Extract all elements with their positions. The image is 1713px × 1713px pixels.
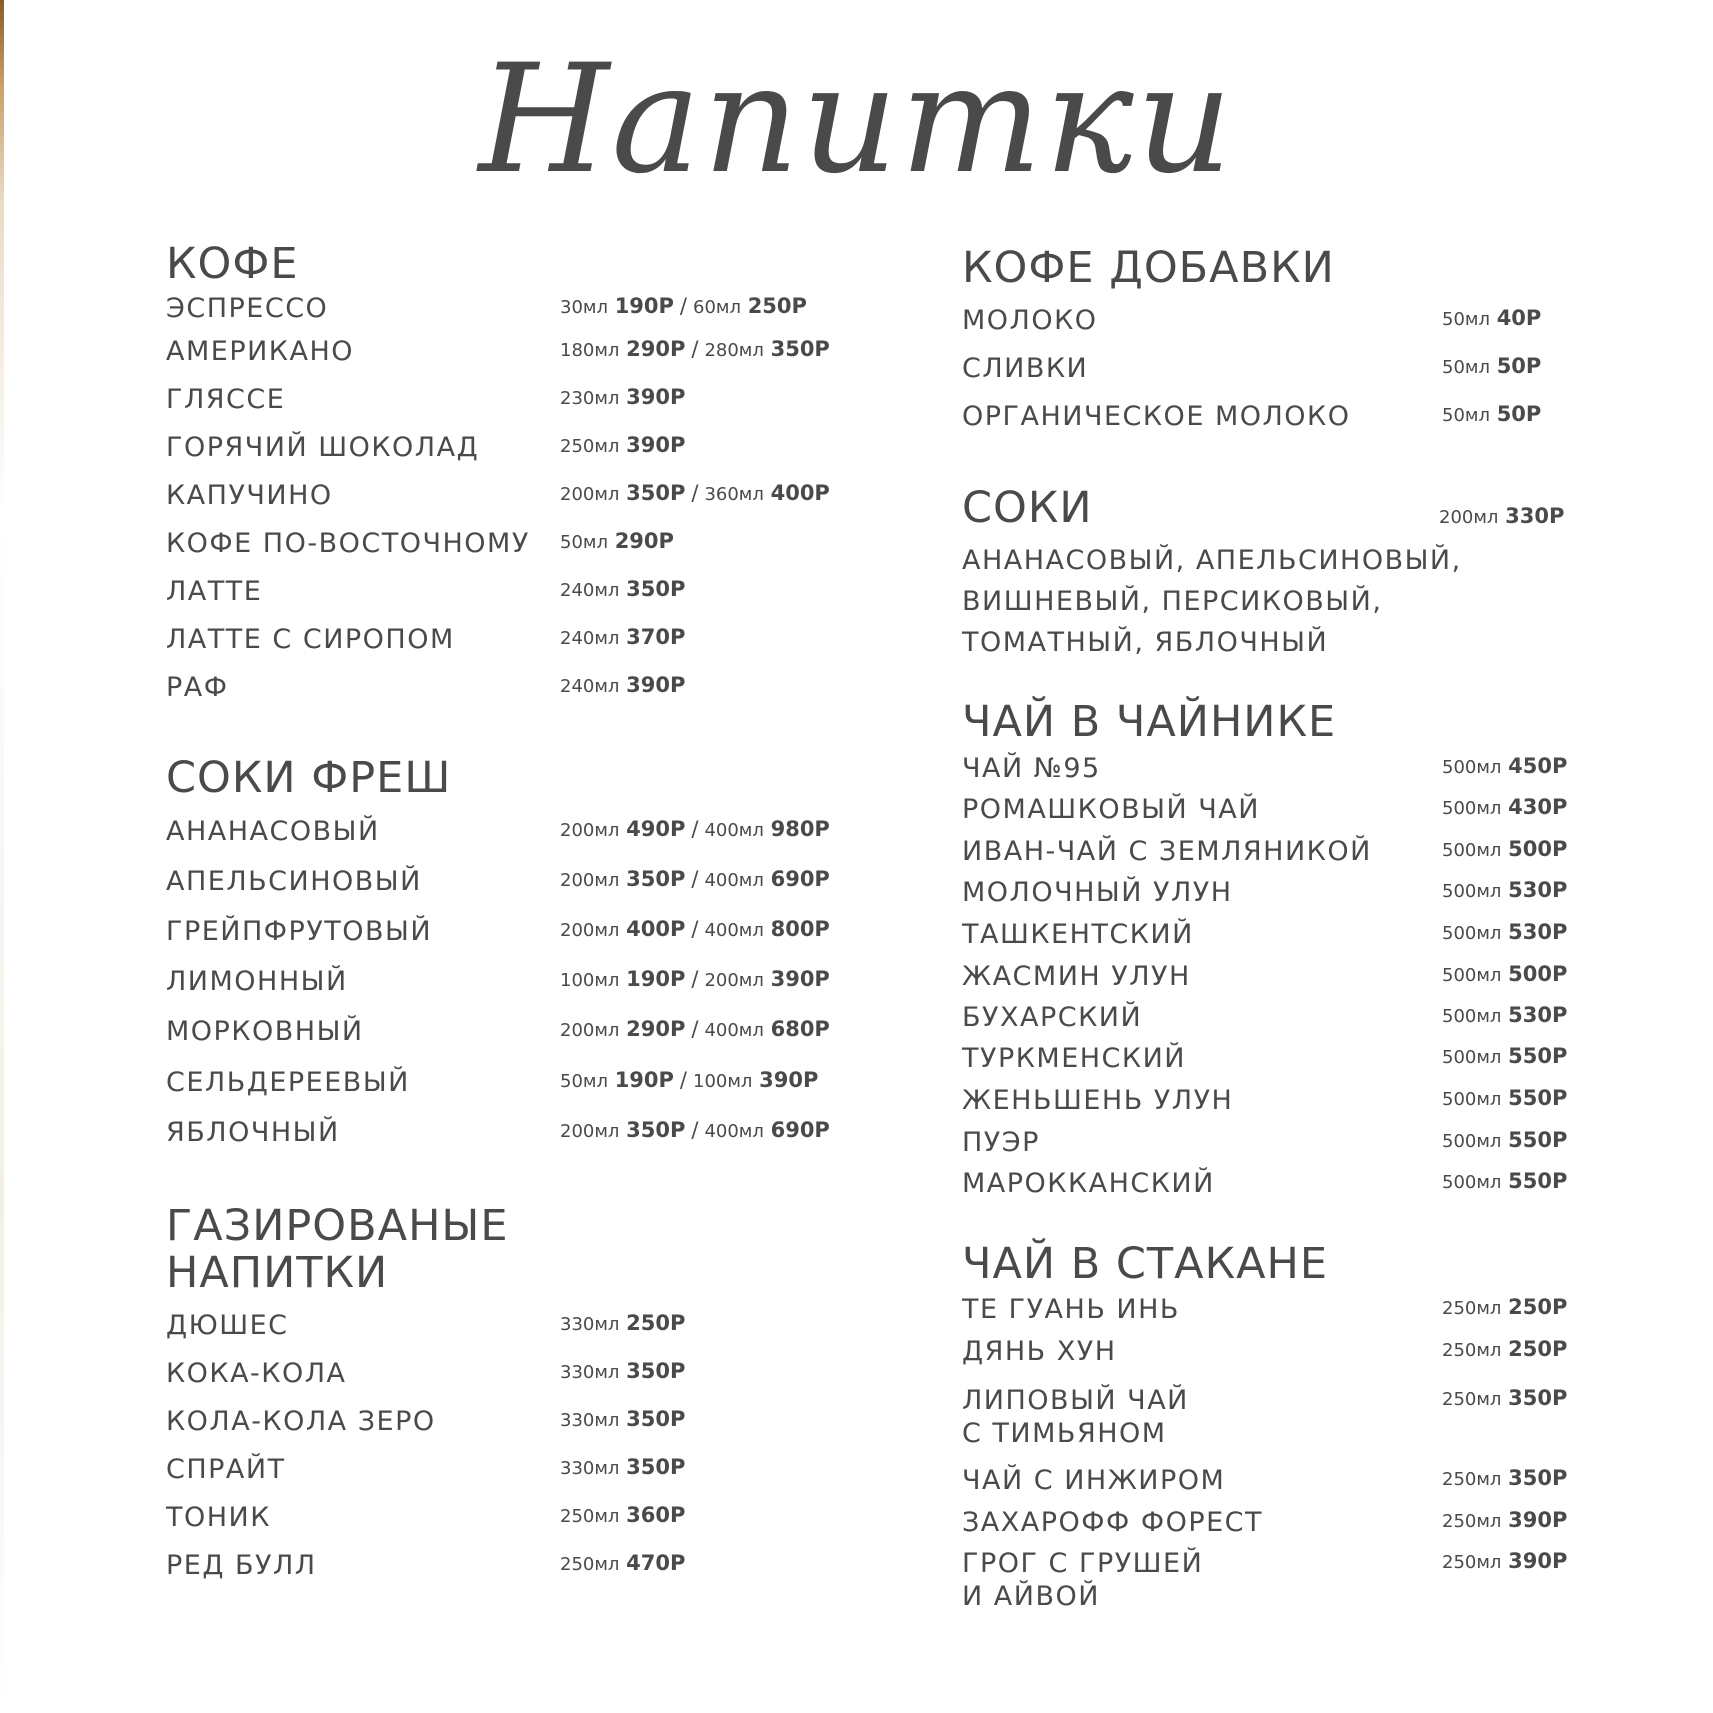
price-value: 500Р	[1508, 962, 1568, 986]
price-value: 530Р	[1508, 920, 1568, 944]
volume: 250мл	[1442, 1552, 1502, 1573]
menu-item	[962, 1506, 1662, 1540]
item-name	[962, 960, 1191, 993]
volume: 280мл	[704, 340, 764, 361]
price-value: 370Р	[626, 625, 686, 649]
menu-item	[962, 1126, 1662, 1160]
item-price	[560, 915, 830, 945]
item-name-line: ЛИМОННЫЙ	[166, 966, 348, 997]
volume: 330мл	[560, 1410, 620, 1431]
item-name	[166, 1405, 436, 1438]
menu-item	[962, 876, 1662, 910]
volume: 400мл	[704, 870, 764, 891]
price-value: 250Р	[1508, 1337, 1568, 1361]
item-price	[1442, 1464, 1567, 1494]
item-name-line: СПРАЙТ	[166, 1454, 286, 1485]
price-value: 350Р	[626, 577, 686, 601]
menu-item	[166, 1116, 866, 1150]
volume: 250мл	[1442, 1469, 1502, 1490]
price-value: 550Р	[1508, 1044, 1568, 1068]
menu-item	[166, 1453, 866, 1487]
item-price	[1442, 793, 1567, 823]
price-value: 690Р	[770, 867, 830, 891]
volume: 500мл	[1442, 881, 1502, 902]
price-separator: /	[691, 817, 699, 841]
volume: 250мл	[1442, 1389, 1502, 1410]
volume: 200мл	[560, 820, 620, 841]
menu-item	[962, 400, 1662, 434]
item-name	[166, 575, 262, 608]
volume: 50мл	[1442, 405, 1490, 426]
price-value: 250Р	[626, 1311, 686, 1335]
item-name-line: КОКА-КОЛА	[166, 1358, 347, 1389]
volume: 500мл	[1442, 1131, 1502, 1152]
menu-item	[166, 575, 866, 609]
menu-item	[962, 835, 1662, 869]
item-name	[962, 1547, 1203, 1613]
menu-item	[962, 1084, 1662, 1118]
menu-item	[166, 292, 866, 326]
item-price	[1442, 1042, 1567, 1072]
volume: 100мл	[693, 1071, 753, 1092]
item-price	[560, 623, 685, 653]
item-name-line: КОЛА-КОЛА ЗЕРО	[166, 1406, 436, 1437]
item-name-line: МОЛОКО	[962, 305, 1098, 336]
item-name	[962, 793, 1260, 826]
item-price	[560, 479, 830, 509]
item-name-line: ЖЕНЬШЕНЬ УЛУН	[962, 1085, 1234, 1116]
section-title-fresh: СОКИ ФРЕШ	[166, 753, 452, 803]
volume: 50мл	[1442, 309, 1490, 330]
item-price	[560, 865, 830, 895]
item-price	[560, 815, 830, 845]
price-value: 400Р	[626, 917, 686, 941]
price-value: 50Р	[1496, 402, 1542, 426]
price-value: 350Р	[626, 1359, 686, 1383]
price-value: 390Р	[626, 385, 686, 409]
menu-item	[962, 1042, 1662, 1076]
menu-item	[962, 1464, 1662, 1498]
volume: 500мл	[1442, 923, 1502, 944]
item-name-line: ЯБЛОЧНЫЙ	[166, 1117, 340, 1148]
item-name	[962, 1042, 1186, 1075]
item-name-line: ДЯНЬ ХУН	[962, 1336, 1117, 1367]
item-price	[1442, 1001, 1567, 1031]
item-name-line: ЛИПОВЫЙ ЧАЙ	[962, 1385, 1189, 1416]
menu-item	[962, 1384, 1662, 1449]
menu-item	[166, 623, 866, 657]
volume: 200мл	[560, 1020, 620, 1041]
item-name	[166, 965, 348, 998]
menu-item	[166, 671, 866, 705]
item-name	[166, 479, 333, 512]
item-price	[1442, 1384, 1567, 1414]
price-value: 350Р	[770, 337, 830, 361]
item-price	[1442, 400, 1541, 430]
item-name-line: ГЛЯССЕ	[166, 384, 286, 415]
item-name	[962, 352, 1088, 385]
item-price	[1442, 1293, 1567, 1323]
price-value: 190Р	[626, 967, 686, 991]
item-name-line: ЛАТТЕ С СИРОПОМ	[166, 624, 455, 655]
price-value: 40Р	[1496, 306, 1542, 330]
price-value: 430Р	[1508, 795, 1568, 819]
item-name-line: ЧАЙ С ИНЖИРОМ	[962, 1465, 1226, 1496]
item-name	[166, 1501, 271, 1534]
item-price	[1442, 352, 1541, 382]
item-name	[166, 335, 354, 368]
price-value: 980Р	[770, 817, 830, 841]
menu-item	[962, 1001, 1662, 1035]
menu-item	[962, 1167, 1662, 1201]
item-price	[560, 1116, 830, 1146]
volume: 50мл	[1442, 357, 1490, 378]
price-value: 350Р	[626, 867, 686, 891]
item-name-line: МОРКОВНЫЙ	[166, 1016, 364, 1047]
item-name	[962, 1506, 1263, 1539]
item-name	[962, 1335, 1117, 1368]
price-value: 530Р	[1508, 878, 1568, 902]
menu-item	[962, 1335, 1662, 1369]
price-value: 390Р	[1508, 1549, 1568, 1573]
item-name	[962, 1293, 1180, 1326]
item-name-line: ОРГАНИЧЕСКОЕ МОЛОКО	[962, 401, 1351, 432]
item-name	[962, 752, 1101, 785]
price-value: 400Р	[770, 481, 830, 505]
item-price	[560, 527, 674, 557]
item-name-line: ПУЭР	[962, 1127, 1040, 1158]
item-price	[1442, 1167, 1567, 1197]
price-value: 450Р	[1508, 754, 1568, 778]
item-price	[1442, 1126, 1567, 1156]
item-name-line: ЧАЙ №95	[962, 753, 1101, 784]
item-name-line: РОМАШКОВЫЙ ЧАЙ	[962, 794, 1260, 825]
item-name-line: ГРОГ С ГРУШЕЙ	[962, 1548, 1204, 1579]
volume: 240мл	[560, 676, 620, 697]
item-price	[1442, 876, 1567, 906]
price-separator: /	[691, 917, 699, 941]
price-value: 350Р	[1508, 1466, 1568, 1490]
price-value: 680Р	[770, 1017, 830, 1041]
volume: 200мл	[560, 920, 620, 941]
item-name	[962, 835, 1372, 868]
item-name-line: ЛАТТЕ	[166, 576, 263, 607]
menu-item	[166, 1405, 866, 1439]
volume: 400мл	[704, 1121, 764, 1142]
menu-item	[962, 752, 1662, 786]
price-value: 290Р	[614, 529, 674, 553]
item-name	[166, 1357, 347, 1390]
item-name-line: ТЕ ГУАНЬ ИНЬ	[962, 1294, 1180, 1325]
item-name	[166, 1066, 410, 1099]
price-value: 550Р	[1508, 1128, 1568, 1152]
price-value: 350Р	[626, 1455, 686, 1479]
volume: 230мл	[560, 388, 620, 409]
item-price	[1442, 304, 1541, 334]
section-title-soda-line1: ГАЗИРОВАНЫЕ	[166, 1201, 509, 1251]
item-name-line: ТАШКЕНТСКИЙ	[962, 919, 1194, 950]
item-price	[1442, 960, 1567, 990]
item-name	[166, 431, 479, 464]
price-value: 390Р	[626, 673, 686, 697]
volume: 200мл	[704, 970, 764, 991]
item-price	[560, 1357, 685, 1387]
item-price	[560, 1066, 818, 1096]
volume: 500мл	[1442, 965, 1502, 986]
item-name	[166, 671, 229, 704]
price-value: 290Р	[626, 337, 686, 361]
item-name-line: ГОРЯЧИЙ ШОКОЛАД	[166, 432, 480, 463]
item-name-line: С ТИМЬЯНОМ	[962, 1418, 1167, 1449]
menu-item	[962, 1293, 1662, 1327]
volume: 500мл	[1442, 1006, 1502, 1027]
section-title-additions: КОФЕ ДОБАВКИ	[962, 243, 1335, 293]
item-name	[166, 383, 285, 416]
volume: 50мл	[560, 532, 608, 553]
item-price	[560, 1501, 685, 1531]
menu-item	[166, 1309, 866, 1343]
item-name-line: АМЕРИКАНО	[166, 336, 354, 367]
price-value: 330Р	[1505, 504, 1565, 528]
menu-item	[166, 431, 866, 465]
item-name	[962, 400, 1350, 433]
price-separator: /	[691, 337, 699, 361]
price-separator: /	[691, 867, 699, 891]
item-price	[560, 1453, 685, 1483]
price-value: 550Р	[1508, 1086, 1568, 1110]
item-name	[166, 1116, 340, 1149]
item-name	[962, 304, 1098, 337]
item-name-line: ТОНИК	[166, 1502, 271, 1533]
item-name	[962, 1126, 1040, 1159]
price-separator: /	[679, 294, 687, 318]
volume: 500мл	[1442, 1089, 1502, 1110]
item-name	[166, 815, 380, 848]
price-separator: /	[679, 1068, 687, 1092]
item-price	[1442, 1547, 1567, 1577]
item-name	[166, 292, 328, 325]
item-price	[560, 383, 685, 413]
menu-item	[166, 865, 866, 899]
menu-item	[166, 1066, 866, 1100]
item-price	[560, 431, 685, 461]
volume: 360мл	[704, 484, 764, 505]
price-value: 250Р	[747, 294, 807, 318]
item-name	[166, 1309, 289, 1342]
volume: 30мл	[560, 297, 608, 318]
item-name-line: РЕД БУЛЛ	[166, 1550, 317, 1581]
item-name-line: РАФ	[166, 672, 229, 703]
volume: 250мл	[560, 1554, 620, 1575]
section-title-glass: ЧАЙ В СТАКАНЕ	[962, 1239, 1329, 1289]
volume: 250мл	[1442, 1340, 1502, 1361]
item-name-line: ЖАСМИН УЛУН	[962, 961, 1191, 992]
item-name	[962, 1384, 1189, 1450]
item-name-line: КАПУЧИНО	[166, 480, 333, 511]
price-value: 390Р	[1508, 1508, 1568, 1532]
volume: 500мл	[1442, 1047, 1502, 1068]
item-price	[1442, 1335, 1567, 1365]
menu-item	[166, 1501, 866, 1535]
item-price	[560, 1015, 830, 1045]
price-separator: /	[691, 481, 699, 505]
price-value: 350Р	[1508, 1386, 1568, 1410]
volume: 240мл	[560, 580, 620, 601]
price-value: 250Р	[1508, 1295, 1568, 1319]
item-name	[962, 1464, 1225, 1497]
item-name	[962, 1167, 1215, 1200]
section-title-soda-line2: НАПИТКИ	[166, 1248, 389, 1298]
item-name-line: ГРЕЙПФРУТОВЫЙ	[166, 916, 433, 947]
menu-item	[962, 960, 1662, 994]
volume: 180мл	[560, 340, 620, 361]
volume: 200мл	[560, 870, 620, 891]
item-name	[962, 1001, 1142, 1034]
price-value: 350Р	[626, 1407, 686, 1431]
menu-item	[166, 1357, 866, 1391]
volume: 100мл	[560, 970, 620, 991]
menu-item	[166, 965, 866, 999]
price-value: 470Р	[626, 1551, 686, 1575]
volume: 250мл	[1442, 1298, 1502, 1319]
volume: 250мл	[560, 1506, 620, 1527]
item-name-line: МАРОККАНСКИЙ	[962, 1168, 1215, 1199]
item-name-line: СЕЛЬДЕРЕЕВЫЙ	[166, 1067, 410, 1098]
volume: 400мл	[704, 920, 764, 941]
price-value: 190Р	[614, 294, 674, 318]
menu-item	[166, 1015, 866, 1049]
item-name	[166, 623, 455, 656]
price-separator: /	[691, 1118, 699, 1142]
item-name-line: КОФЕ ПО-ВОСТОЧНОМУ	[166, 528, 530, 559]
item-price	[1442, 1506, 1567, 1536]
item-name-line: ЗАХАРОФФ ФОРЕСТ	[962, 1507, 1264, 1538]
menu-item	[166, 527, 866, 561]
price-value: 290Р	[626, 1017, 686, 1041]
volume: 500мл	[1442, 757, 1502, 778]
item-price	[560, 292, 807, 322]
item-name	[166, 1015, 364, 1048]
volume: 330мл	[560, 1362, 620, 1383]
price-value: 390Р	[770, 967, 830, 991]
price-value: 390Р	[759, 1068, 819, 1092]
volume: 200мл	[560, 1121, 620, 1142]
menu-item	[166, 479, 866, 513]
volume: 200мл	[1439, 507, 1499, 528]
item-name-line: ТУРКМЕНСКИЙ	[962, 1043, 1186, 1074]
item-name-line: СЛИВКИ	[962, 353, 1089, 384]
volume: 60мл	[693, 297, 741, 318]
menu-item	[962, 1547, 1662, 1612]
item-name-line: ИВАН-ЧАЙ С ЗЕМЛЯНИКОЙ	[962, 836, 1372, 867]
menu-item	[166, 915, 866, 949]
item-price	[560, 1549, 685, 1579]
volume: 250мл	[1442, 1511, 1502, 1532]
item-name-line: ДЮШЕС	[166, 1310, 289, 1341]
item-name	[166, 1549, 317, 1582]
item-price	[1442, 918, 1567, 948]
section-title-teapot: ЧАЙ В ЧАЙНИКЕ	[962, 697, 1337, 747]
item-name	[962, 1084, 1233, 1117]
juices-flavors: АНАНАСОВЫЙ, АПЕЛЬСИНОВЫЙ, ВИШНЕВЫЙ, ПЕРСИКОВЫЙ, ТОМАТНЫЙ, ЯБЛОЧНЫЙ	[962, 545, 1462, 658]
volume: 200мл	[560, 484, 620, 505]
volume: 250мл	[560, 436, 620, 457]
volume: 500мл	[1442, 798, 1502, 819]
price-value: 50Р	[1496, 354, 1542, 378]
item-price	[1442, 1084, 1567, 1114]
menu-item	[962, 304, 1662, 338]
price-value: 500Р	[1508, 837, 1568, 861]
price-value: 350Р	[626, 481, 686, 505]
juices-price	[1439, 502, 1564, 532]
item-name-line: МОЛОЧНЫЙ УЛУН	[962, 877, 1233, 908]
volume: 50мл	[560, 1071, 608, 1092]
item-price	[560, 335, 830, 365]
volume: 500мл	[1442, 840, 1502, 861]
menu-title: Напитки	[478, 33, 1235, 207]
item-name	[166, 527, 530, 560]
price-value: 350Р	[626, 1118, 686, 1142]
volume: 330мл	[560, 1314, 620, 1335]
menu-item	[962, 918, 1662, 952]
volume: 500мл	[1442, 1172, 1502, 1193]
item-name-line: ЭСПРЕССО	[166, 293, 329, 324]
item-name	[166, 1453, 286, 1486]
volume: 400мл	[704, 1020, 764, 1041]
menu-item	[166, 335, 866, 369]
price-value: 800Р	[770, 917, 830, 941]
price-value: 390Р	[626, 433, 686, 457]
item-price	[1442, 835, 1567, 865]
price-value: 690Р	[770, 1118, 830, 1142]
menu-item	[962, 352, 1662, 386]
item-price	[560, 1405, 685, 1435]
section-title-coffee: КОФЕ	[166, 239, 299, 289]
price-separator: /	[691, 967, 699, 991]
price-value: 530Р	[1508, 1003, 1568, 1027]
menu-item	[166, 383, 866, 417]
item-name-line: АНАНАСОВЫЙ	[166, 816, 380, 847]
price-value: 360Р	[626, 1503, 686, 1527]
item-name-line: БУХАРСКИЙ	[962, 1002, 1143, 1033]
item-price	[1442, 752, 1567, 782]
volume: 400мл	[704, 820, 764, 841]
price-value: 550Р	[1508, 1169, 1568, 1193]
item-name	[962, 876, 1233, 909]
menu-item	[166, 1549, 866, 1583]
item-price	[560, 965, 830, 995]
left-edge-strip	[0, 0, 4, 1713]
item-price	[560, 1309, 685, 1339]
item-name-line: АПЕЛЬСИНОВЫЙ	[166, 866, 422, 897]
item-name-line: И АЙВОЙ	[962, 1581, 1100, 1612]
volume: 240мл	[560, 628, 620, 649]
section-title-juices: СОКИ	[962, 483, 1093, 533]
item-price	[560, 671, 685, 701]
price-value: 490Р	[626, 817, 686, 841]
price-separator: /	[691, 1017, 699, 1041]
item-name	[166, 915, 432, 948]
item-name	[166, 865, 422, 898]
menu-item	[166, 815, 866, 849]
menu-item	[962, 793, 1662, 827]
price-value: 190Р	[614, 1068, 674, 1092]
volume: 330мл	[560, 1458, 620, 1479]
item-price	[560, 575, 685, 605]
item-name	[962, 918, 1194, 951]
